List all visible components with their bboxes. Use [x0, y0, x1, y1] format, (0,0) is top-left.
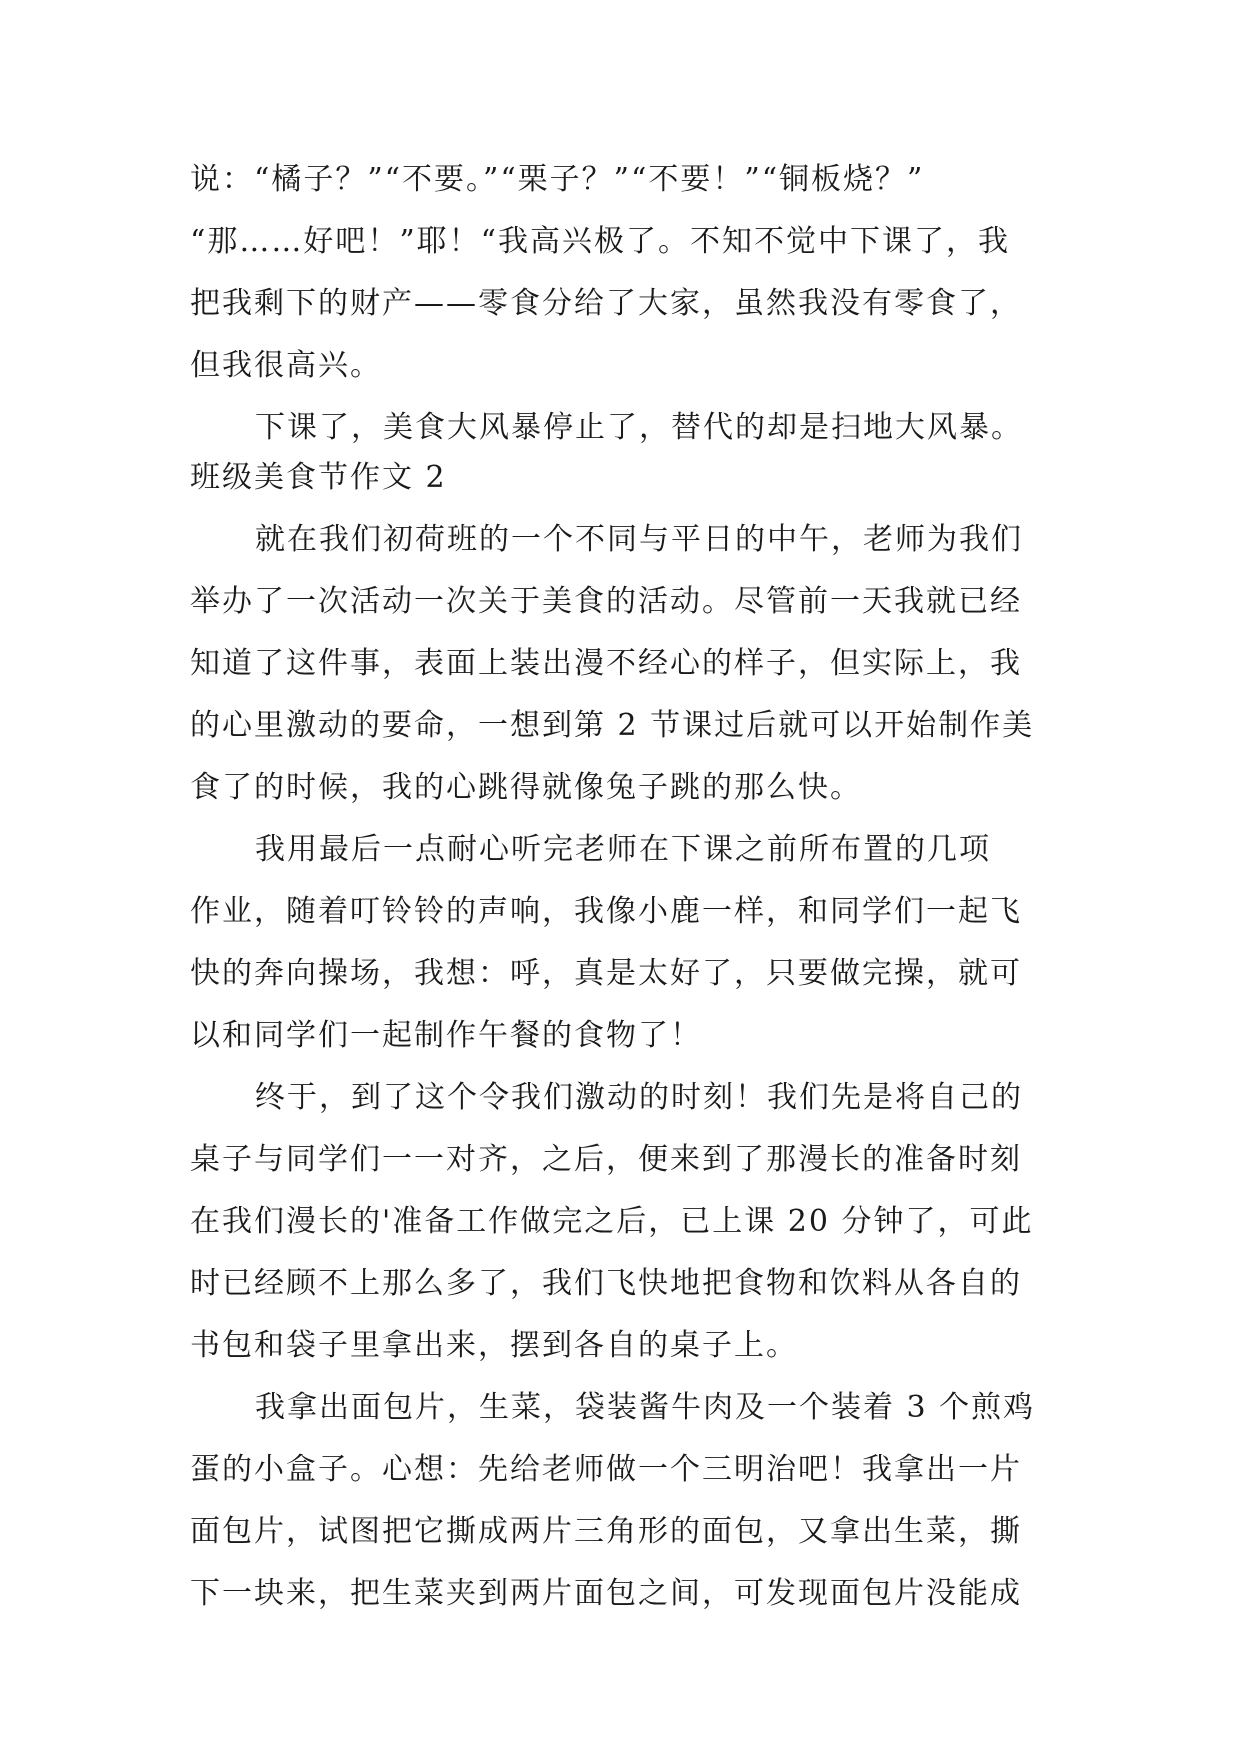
text-line: 面包片，试图把它撕成两片三角形的面包，又拿出生菜，撕	[190, 1514, 1022, 1549]
text-line: 下课了，美食大风暴停止了，替代的却是扫地大风暴。	[255, 410, 1023, 445]
text-line: 但我很高兴。	[190, 348, 382, 383]
text-line: 快的奔向操场，我想：呼，真是太好了，只要做完操，就可	[190, 956, 1022, 991]
text-line: 终于，到了这个令我们激动的时刻！我们先是将自己的	[255, 1080, 1023, 1115]
text-line: 举办了一次活动一次关于美食的活动。尽管前一天我就已经	[190, 584, 1022, 619]
text-line: 时已经顾不上那么多了，我们飞快地把食物和饮料从各自的	[190, 1266, 1022, 1301]
text-line: 把我剩下的财产——零食分给了大家，虽然我没有零食了，	[190, 286, 1022, 321]
text-line: 在我们漫长的'准备工作做完之后，已上课 20 分钟了，可此	[190, 1204, 1034, 1239]
text-line: 我拿出面包片，生菜，袋装酱牛肉及一个装着 3 个煎鸡	[255, 1390, 1036, 1425]
text-line: 以和同学们一起制作午餐的食物了！	[190, 1018, 702, 1053]
text-line: 说：“橘子？”“不要。”“栗子？”“不要！”“铜板烧？”	[190, 162, 925, 197]
text-line: 食了的时候，我的心跳得就像兔子跳的那么快。	[190, 770, 862, 805]
text-line: 知道了这件事，表面上装出漫不经心的样子，但实际上，我	[190, 646, 1022, 681]
section-heading: 班级美食节作文 2	[190, 460, 447, 495]
text-line: 下一块来，把生菜夹到两片面包之间，可发现面包片没能成	[190, 1576, 1022, 1611]
text-line: “那……好吧！”耶！“我高兴极了。不知不觉中下课了，我	[190, 224, 1011, 259]
text-line: 我用最后一点耐心听完老师在下课之前所布置的几项	[255, 832, 991, 867]
text-line: 蛋的小盒子。心想：先给老师做一个三明治吧！我拿出一片	[190, 1452, 1022, 1487]
text-line: 的心里激动的要命，一想到第 2 节课过后就可以开始制作美	[190, 708, 1035, 743]
text-line: 桌子与同学们一一对齐，之后，便来到了那漫长的准备时刻	[190, 1142, 1022, 1177]
text-line: 就在我们初荷班的一个不同与平日的中午，老师为我们	[255, 522, 1023, 557]
text-line: 书包和袋子里拿出来，摆到各自的桌子上。	[190, 1328, 798, 1363]
text-line: 作业，随着叮铃铃的声响，我像小鹿一样，和同学们一起飞	[190, 894, 1022, 929]
